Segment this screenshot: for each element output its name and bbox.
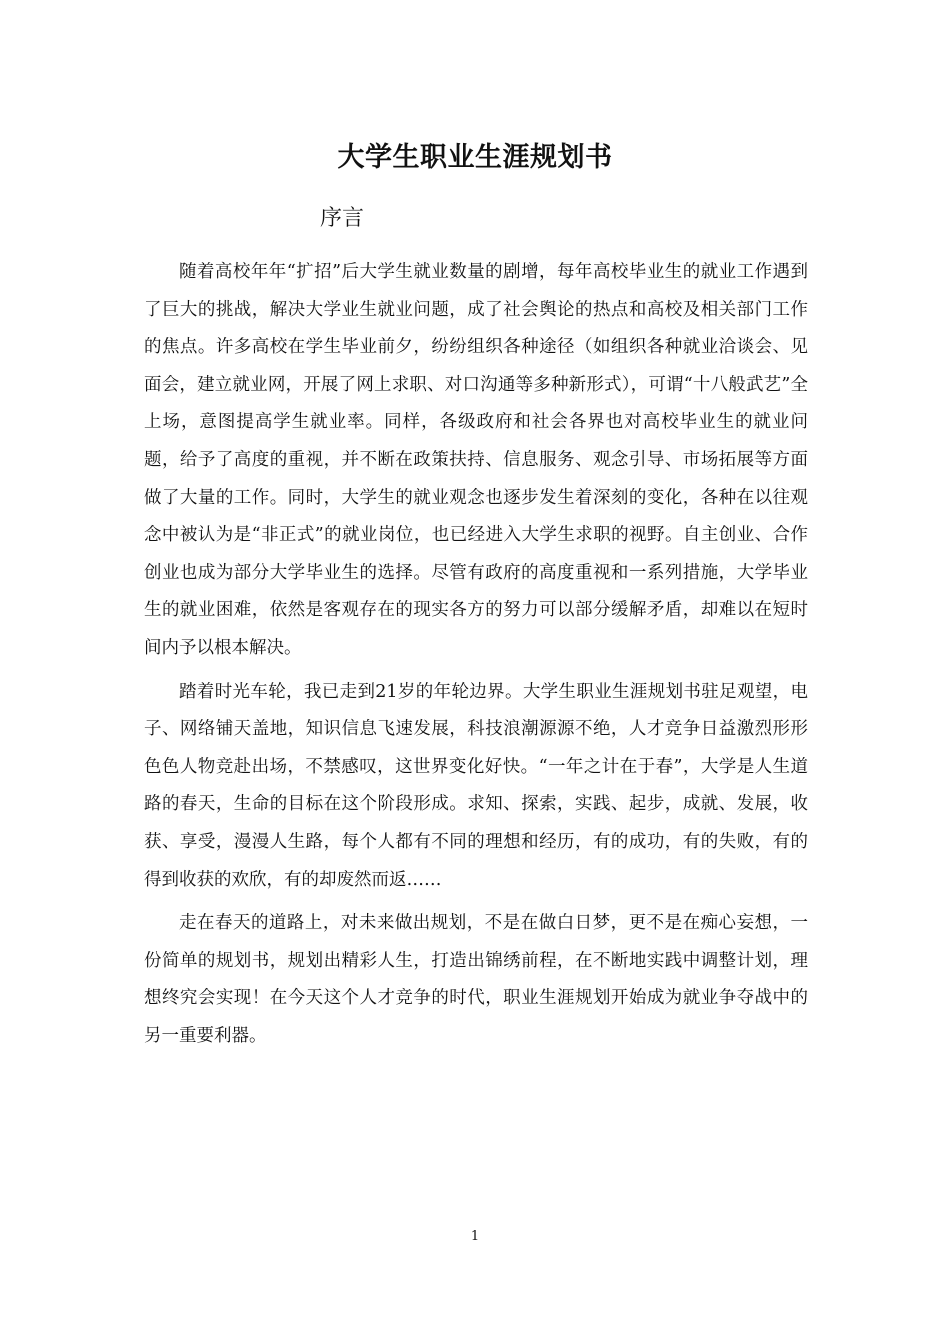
paragraph-1: 随着高校年年“扩招”后大学生就业数量的剧增，每年高校毕业生的就业工作遇到了巨大的挑战，解决大学业生就业问题，成了社会舆论的热点和高校及相关部门工作的焦点。许多高校在学生毕业前夕，纷纷组织各种途径（如组织各种就业洽谈会、见面会，建立就业网，开展了网上求职、对口沟通等多种新形式），可谓“十八般武艺”全上场，意图提高学生就业率。同样，各级政府和社会各界也对高校毕业生的就业问题，给予了高度的重视，并不断在政策扶持、信息服务、观念引导、市场拓展等方面做了大量的工作。同时，大学生的就业观念也逐步发生着深刻的变化，各种在以往观念中被认为是“非正式”的就业岗位，也已经进入大学生求职的视野。自主创业、合作创业也成为部分大学毕业生的选择。尽管有政府的高度重视和一系列措施，大学毕业生的就业困难，依然是客观存在的现实各方的努力可以部分缓解矛盾，却难以在短时间内予以根本解决。 [144,262,808,658]
paragraph-2: 踏着时光车轮，我已走到21岁的年轮边界。大学生职业生涯规划书驻足观望，电子、网络铺天盖地，知识信息飞速发展，科技浪潮源源不绝，人才竞争日益激烈形形色色人物竞赴出场，不禁感叹，这世界变化好快。“一年之计在于春”，大学是人生道路的春天，生命的目标在这个阶段形成。求知、探索，实践、起步，成就、发展，收获、享受，漫漫人生路，每个人都有不同的理想和经历，有的成功，有的失败，有的得到收获的欢欣，有的却废然而返…… [144,681,808,890]
section-heading-preface: 序言 [320,206,365,231]
page-number: 1 [470,1229,480,1244]
paragraph-3: 走在春天的道路上，对未来做出规划，不是在做白日梦，更不是在痴心妄想，一份简单的规划书，规划出精彩人生，打造出锦绣前程，在不断地实践中调整计划，理想终究会实现！在今天这个人才竞争的时代，职业生涯规划开始成为就业争夺战中的另一重要利器。 [144,913,808,1046]
document-title: 大学生职业生涯规划书 [337,142,613,173]
document-body [144,254,808,1061]
